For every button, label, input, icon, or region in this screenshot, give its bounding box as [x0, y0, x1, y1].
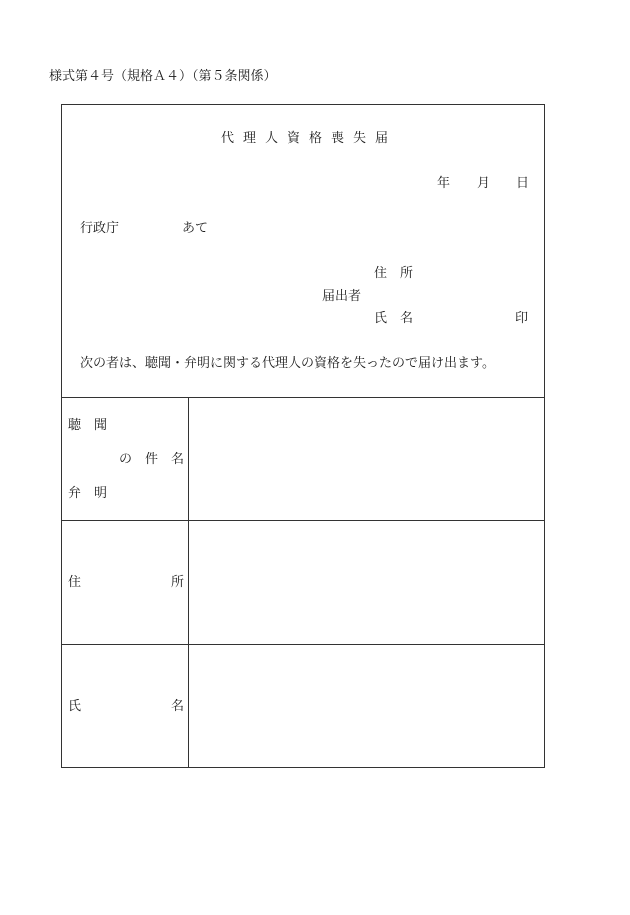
form-number-label: 様式第４号（規格Ａ４）（第５条関係） [49, 69, 277, 84]
address-label-left: 住 [68, 575, 82, 590]
name-label-right: 名 [171, 699, 185, 714]
date-day-label: 日 [516, 176, 530, 191]
seal-mark: 印 [515, 311, 529, 326]
name-value-cell[interactable] [189, 645, 544, 767]
address-value-cell[interactable] [189, 521, 544, 643]
statement-text: 次の者は、聴聞・弁明に関する代理人の資格を失ったので届け出ます。 [80, 356, 495, 371]
applicant-address-label: 住 所 [374, 266, 414, 281]
name-label-left: 氏 [68, 699, 82, 714]
applicant-name-label: 氏 名 [374, 311, 414, 326]
case-value-cell[interactable] [189, 398, 544, 519]
addressee-office: 行政庁 [80, 221, 120, 236]
applicant-role-label: 届出者 [322, 289, 362, 304]
date-year-label: 年 [437, 176, 451, 191]
case-label-top: 聴 聞 [68, 418, 108, 433]
address-label-right: 所 [171, 575, 185, 590]
addressee-suffix: あて [182, 221, 209, 236]
case-label-middle: の 件 名 [119, 452, 185, 467]
date-month-label: 月 [477, 176, 491, 191]
form-title: 代理人資格喪失届 [221, 131, 398, 146]
case-label-bottom: 弁 明 [68, 486, 108, 501]
